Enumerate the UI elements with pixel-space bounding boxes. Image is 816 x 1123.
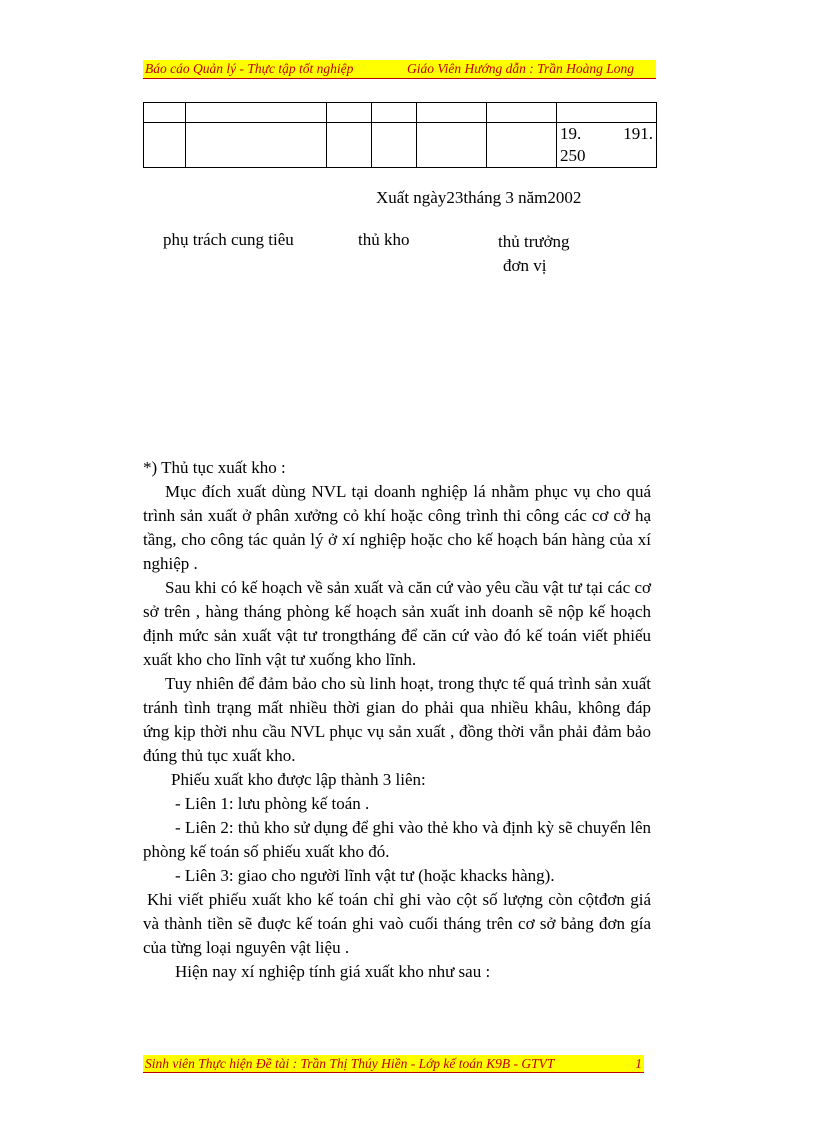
page-footer xyxy=(143,1055,644,1073)
issue-date: Xuất ngày23tháng 3 năm2002 xyxy=(376,188,582,207)
signature-unit-head-line2: đơn vị xyxy=(503,256,547,275)
materials-table xyxy=(143,102,657,168)
page-header xyxy=(143,60,656,79)
table-cell xyxy=(372,103,417,123)
table-cell xyxy=(487,123,557,168)
table-cell xyxy=(144,123,186,168)
table-cell xyxy=(186,103,327,123)
list-item: - Liên 1: lưu phòng kế toán . xyxy=(175,794,370,813)
section-heading: *) Thủ tục xuất kho : xyxy=(143,458,286,477)
amount-part-c: 250 xyxy=(560,146,586,165)
paragraph: Khi viết phiếu xuất kho kế toán chỉ ghi vào cột số lượng còn cộtđơn giá và thành tiền sẽ đuợc kế toán ghi vaò cuối tháng trên cơ sở bảng đơn gía của từng loại nguyên vật liệu . xyxy=(143,890,651,957)
table-cell xyxy=(186,123,327,168)
body-text xyxy=(143,456,651,984)
table-cell xyxy=(144,103,186,123)
paragraph: Phiếu xuất kho được lập thành 3 liên: xyxy=(171,770,426,789)
table-cell xyxy=(372,123,417,168)
paragraph: Mục đích xuất dùng NVL tại doanh nghiệp lá nhằm phục vụ cho quá trình sản xuất ở phân xưởng cỏ khí hoặc công trình thi công các cơ cở hạ tầng, cho công tác quản lý ở xí nghiệp hoặc cho kế hoạch bán hàng của xí nghiệp . xyxy=(143,482,651,573)
amount-cell xyxy=(557,123,657,168)
table-cell xyxy=(487,103,557,123)
signature-unit-head xyxy=(498,230,570,278)
table-cell xyxy=(327,103,372,123)
list-item: - Liên 3: giao cho người lĩnh vật tư (hoặc khacks hàng). xyxy=(175,866,555,885)
table-cell xyxy=(417,103,487,123)
header-right-text: Giáo Viên Hướng dẫn : Trần Hoàng Long xyxy=(407,61,634,76)
footer-left-text: Sinh viên Thực hiện Đề tài : Trần Thị Thúy Hiền - Lớp kế toán K9B - GTVT xyxy=(145,1056,555,1071)
amount-part-a: 19. xyxy=(560,124,582,143)
signature-storekeeper: thủ kho xyxy=(358,230,410,249)
paragraph: Sau khi có kế hoạch về sản xuất và căn cứ vào yêu cầu vật tư tại các cơ sở trên , hàng tháng phòng kế hoạch sản xuất inh doanh sẽ nộp kế hoạch định mức sản xuất vật tư trongtháng để căn cứ vào đó kế toán viết phiếu xuất kho cho lĩnh vật tư xuống kho lĩnh. xyxy=(143,578,651,669)
signature-supply-manager: phụ trách cung tiêu xyxy=(163,230,294,249)
table-cell xyxy=(327,123,372,168)
signature-unit-head-line1: thủ trưởng xyxy=(498,232,570,251)
table-cell xyxy=(417,123,487,168)
paragraph: Hiện nay xí nghiệp tính giá xuất kho như sau : xyxy=(175,962,491,981)
list-item: - Liên 2: thủ kho sử dụng để ghi vào thẻ kho và định kỳ sẽ chuyển lên phòng kế toán số phiếu xuất kho đó. xyxy=(143,818,651,861)
amount-part-b: 191. xyxy=(623,124,653,143)
header-left-text: Báo cáo Quản lý - Thực tập tốt nghiệp xyxy=(145,61,354,76)
table-cell xyxy=(557,103,657,123)
paragraph: Tuy nhiên để đảm bảo cho sù linh hoạt, trong thực tế quá trình sản xuất tránh tình trạng mất nhiều thời gian do phải qua nhiều khâu, không đáp ứng kịp thời nhu cầu NVL phục vụ sản xuất , đồng thời vẫn phải đảm bảo đúng thủ tục xuất kho. xyxy=(143,674,651,765)
page-number: 1 xyxy=(635,1056,642,1071)
table-row xyxy=(144,103,657,123)
table-row xyxy=(144,123,657,168)
